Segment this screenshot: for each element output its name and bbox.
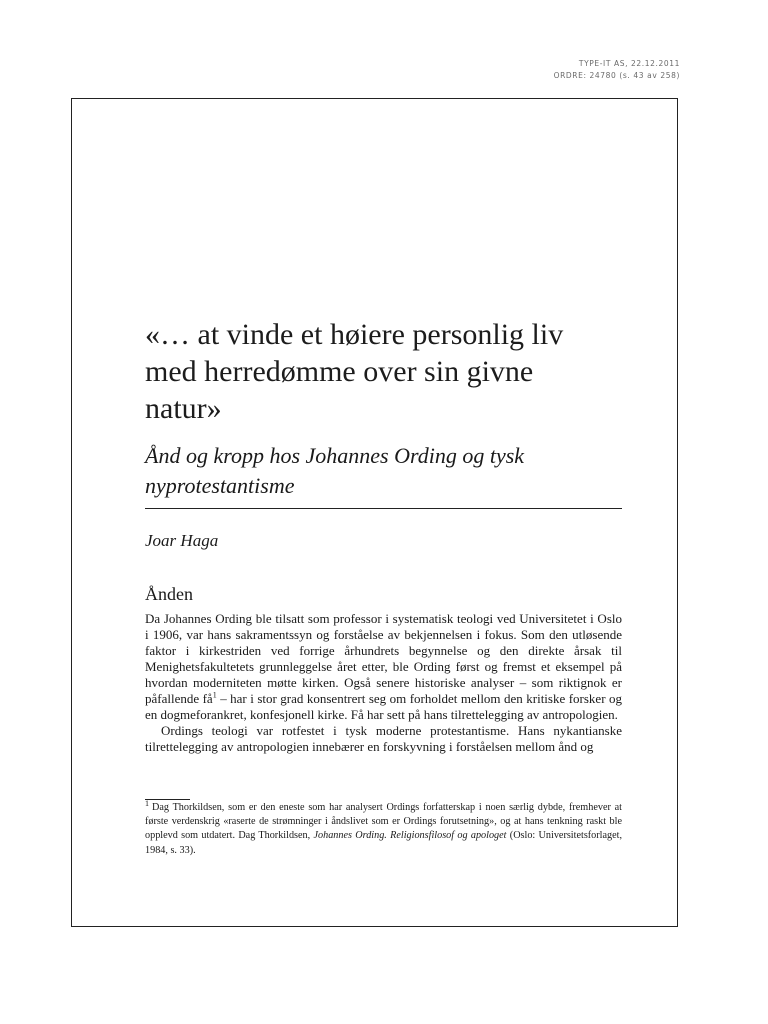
footnote-marker[interactable]: 1 bbox=[212, 690, 217, 700]
paragraph: Ordings teologi var rotfestet i tysk moderne protestantisme. Hans nykantianske tilrettelegging av antropologien innebærer en forskyvning i forståelsen mellom ånd og bbox=[145, 723, 622, 754]
section-heading: Ånden bbox=[145, 584, 193, 604]
title-line: «… at vinde et høiere personlig liv bbox=[145, 318, 564, 351]
paragraph bbox=[145, 611, 622, 723]
imprint-line-2: ORDRE: 24780 (s. 43 av 258) bbox=[553, 70, 680, 80]
subtitle-line: Ånd og kropp hos Johannes Ording og tysk bbox=[145, 443, 525, 468]
subtitle-line: nyprotestantisme bbox=[145, 473, 295, 498]
footnote-book-title: Johannes Ording. Religionsfilosof og apologet bbox=[313, 830, 507, 842]
footnote-text: (Oslo: Universitetsforlaget, 1984, s. 33). bbox=[145, 830, 623, 856]
article-title bbox=[145, 316, 622, 427]
paragraph-text: – har i stor grad konsentrert seg om forholdet mellom den kritiske forsker og en dogmeforankret, konfesjonell kirke. Få har sett på hans tilrettelegging av antropologien. bbox=[145, 691, 623, 722]
article-body bbox=[145, 611, 622, 755]
article-subtitle bbox=[145, 441, 622, 501]
title-line: med herredømme over sin givne bbox=[145, 355, 534, 388]
imprint-line-1: TYPE-IT AS, 22.12.2011 bbox=[578, 59, 680, 68]
footnote bbox=[145, 798, 623, 858]
author-name: Joar Haga bbox=[145, 531, 219, 550]
footnote-divider bbox=[145, 799, 190, 800]
print-imprint bbox=[554, 58, 680, 81]
title-line: natur» bbox=[145, 392, 222, 425]
footnote-text: Dag Thorkildsen, som er den eneste som har analysert Ordings forfatterskap i noen særlig dybde, fremhever at første verdenskrig «raserte de strømninger i åndslivet som er Ordings forutsetning», og at hans tenkning raskt ble opplevd som utdatert. Dag Thorkildsen, bbox=[145, 802, 622, 842]
title-divider bbox=[145, 508, 622, 509]
paragraph-text: Da Johannes Ording ble tilsatt som professor i systematisk teologi ved Universitetet i Oslo i 1906, var hans sakramentssyn og forståelse av bekjennelsen i fokus. Som den utløsende faktor i kirkestriden ved forrige århundrets begynnelse og den direkte årsak til Menighetsfakultetets grunnleggelse året etter, ble Ording først og fremst et eksempel på hvordan moderniteten møtte kirken. Også senere historiske analyser – som riktignok er påfallende få bbox=[145, 611, 622, 706]
footnote-number: 1 bbox=[145, 798, 149, 808]
